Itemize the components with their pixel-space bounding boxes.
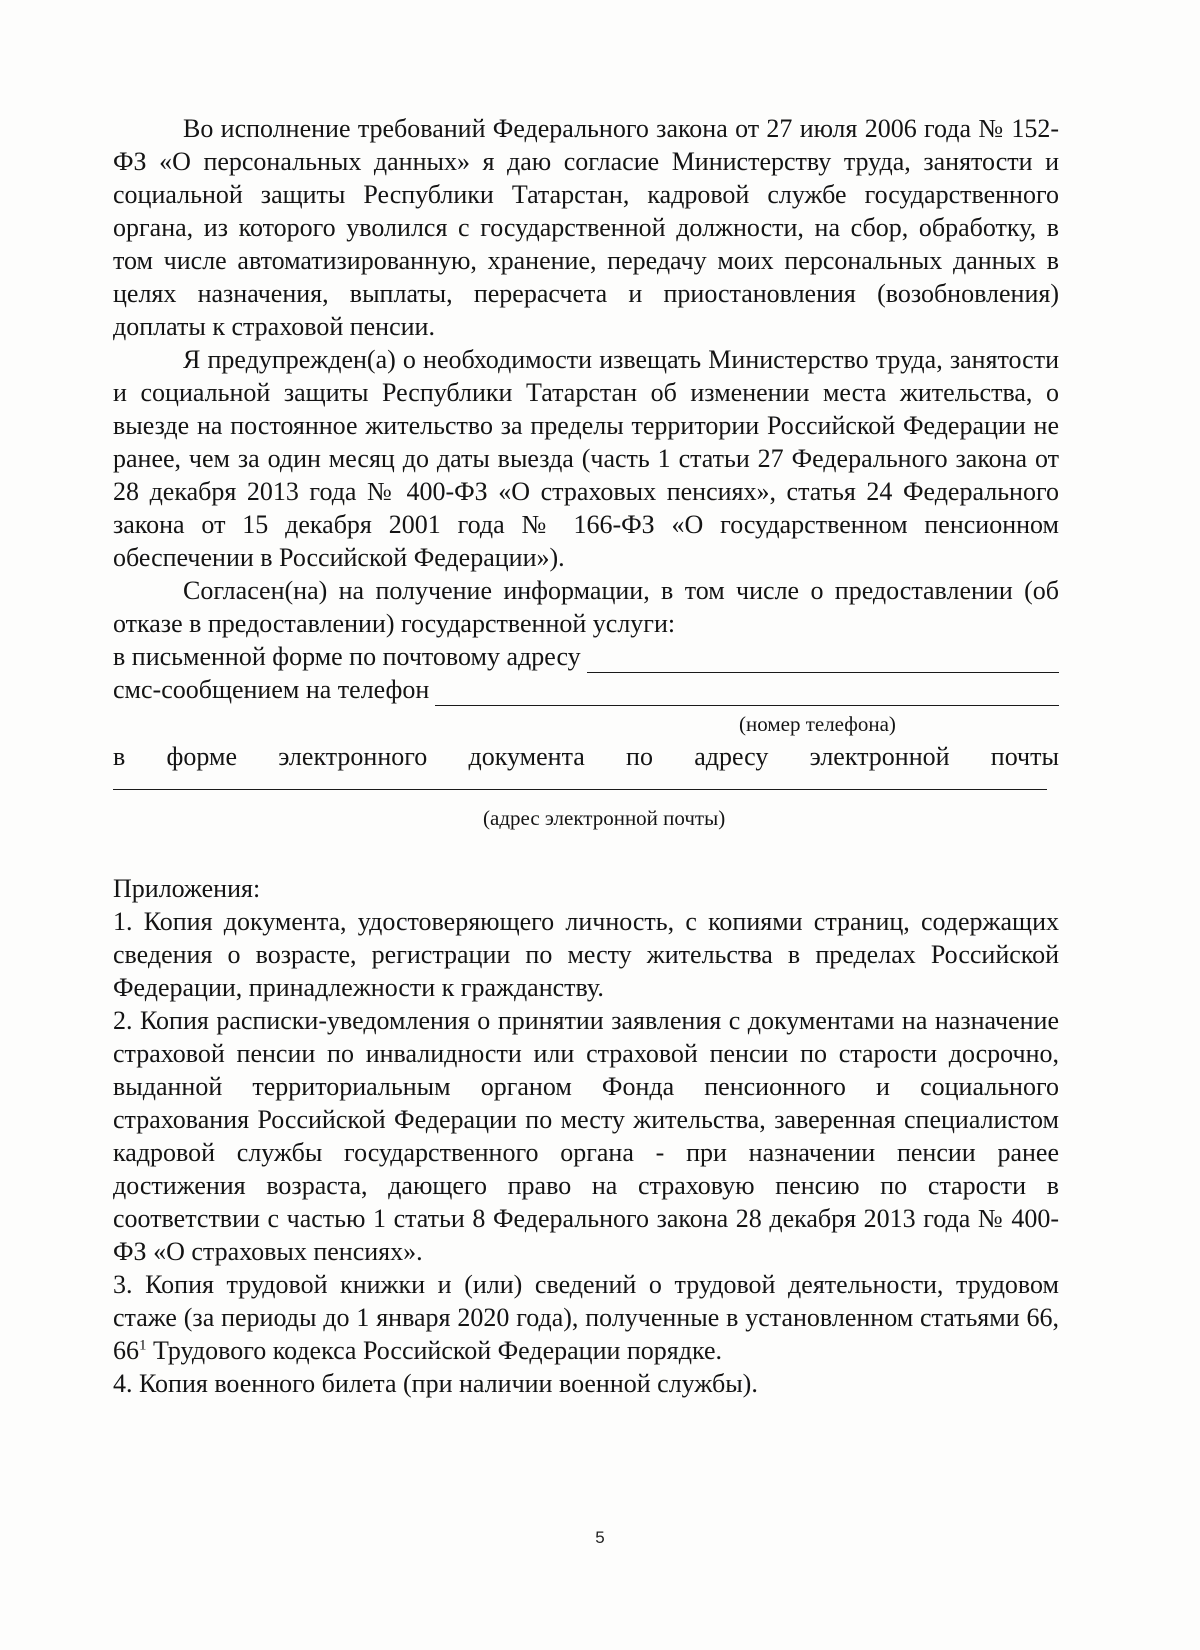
email-label-word: адресу bbox=[694, 742, 769, 771]
attachments-heading: Приложения: bbox=[113, 874, 261, 903]
email-address-field[interactable] bbox=[113, 773, 1047, 790]
attachment-item: 2. Копия расписки-уведомления о принятии заявления с документами на назначение страховой пенсии по инвалидности или страховой пенсии по старости досрочно, выданной территориальным органом Фонда пенсионного и социального страхования Российской Федерации по месту жительства, заверенная специалистом кадровой службы государственного органа - при назначении пенсии ранее достижения возраста, дающего право на страховую пенсию по старости в соответствии с частью 1 статьи 8 Федерального закона 28 декабря 2013 года № 400-ФЗ «О страховых пенсиях». bbox=[113, 1006, 1059, 1266]
postal-address-label: в письменной форме по почтовому адресу bbox=[113, 642, 581, 671]
sms-phone-label: смс-сообщением на телефон bbox=[113, 675, 430, 704]
email-caption: (адрес электронной почты) bbox=[483, 806, 726, 830]
email-label-word: почты bbox=[990, 742, 1059, 771]
phone-caption: (номер телефона) bbox=[739, 712, 896, 736]
document-body bbox=[113, 112, 1059, 1400]
phone-number-field[interactable] bbox=[435, 681, 1059, 706]
email-label-row bbox=[113, 740, 1059, 773]
postal-address-field[interactable] bbox=[587, 648, 1059, 673]
page-number: 5 bbox=[595, 1528, 605, 1547]
attachment-item: 4. Копия военного билета (при наличии военной службы). bbox=[113, 1369, 758, 1398]
email-label-word: документа bbox=[468, 742, 585, 771]
warning-paragraph: Я предупрежден(а) о необходимости извещать Министерство труда, занятости и социальной защиты Республики Татарстан об изменении места жительства, о выезде на постоянное жительство за пределы территории Российской Федерации не ранее, чем за один месяц до даты выезда (часть 1 статьи 27 Федерального закона от 28 декабря 2013 года № 400-ФЗ «О страховых пенсиях», статья 24 Федерального закона от 15 декабря 2001 года № 166-ФЗ «О государственном пенсионном обеспечении в Российской Федерации»). bbox=[113, 345, 1059, 572]
attachment-item: 1. Копия документа, удостоверяющего личность, с копиями страниц, содержащих сведения о возрасте, регистрации по месту жительства в пределах Российской Федерации, принадлежности к гражданству. bbox=[113, 907, 1059, 1002]
email-label-word: в bbox=[113, 742, 126, 771]
postal-address-row bbox=[113, 640, 1059, 673]
email-label-word: форме bbox=[166, 742, 237, 771]
agree-paragraph: Согласен(на) на получение информации, в том числе о предоставлении (об отказе в предоставлении) государственной услуги: bbox=[113, 576, 1059, 638]
email-label-word: электронной bbox=[809, 742, 950, 771]
superscript-mark: 1 bbox=[139, 1337, 147, 1354]
email-label-word: по bbox=[626, 742, 653, 771]
email-label-word: электронного bbox=[278, 742, 428, 771]
attachment-item-text: Трудового кодекса Российской Федерации порядке. bbox=[146, 1336, 723, 1365]
attachment-item-text: 3. Копия трудовой книжки и (или) сведений о трудовой деятельности, трудовом стаже (за периоды до 1 января 2020 года), полученные в установленном статьями 66, 66 bbox=[113, 1270, 1059, 1365]
consent-paragraph: Во исполнение требований Федерального закона от 27 июля 2006 года № 152-ФЗ «О персональных данных» я даю согласие Министерству труда, занятости и социальной защиты Республики Татарстан, кадровой службе государственного органа, из которого уволился с государственной должности, на сбор, обработку, в том числе автоматизированную, хранение, передачу моих персональных данных в целях назначения, выплаты, перерасчета и приостановления (возобновления) доплаты к страховой пенсии. bbox=[113, 114, 1059, 341]
attachment-item bbox=[113, 1268, 1059, 1367]
sms-phone-row bbox=[113, 673, 1059, 706]
